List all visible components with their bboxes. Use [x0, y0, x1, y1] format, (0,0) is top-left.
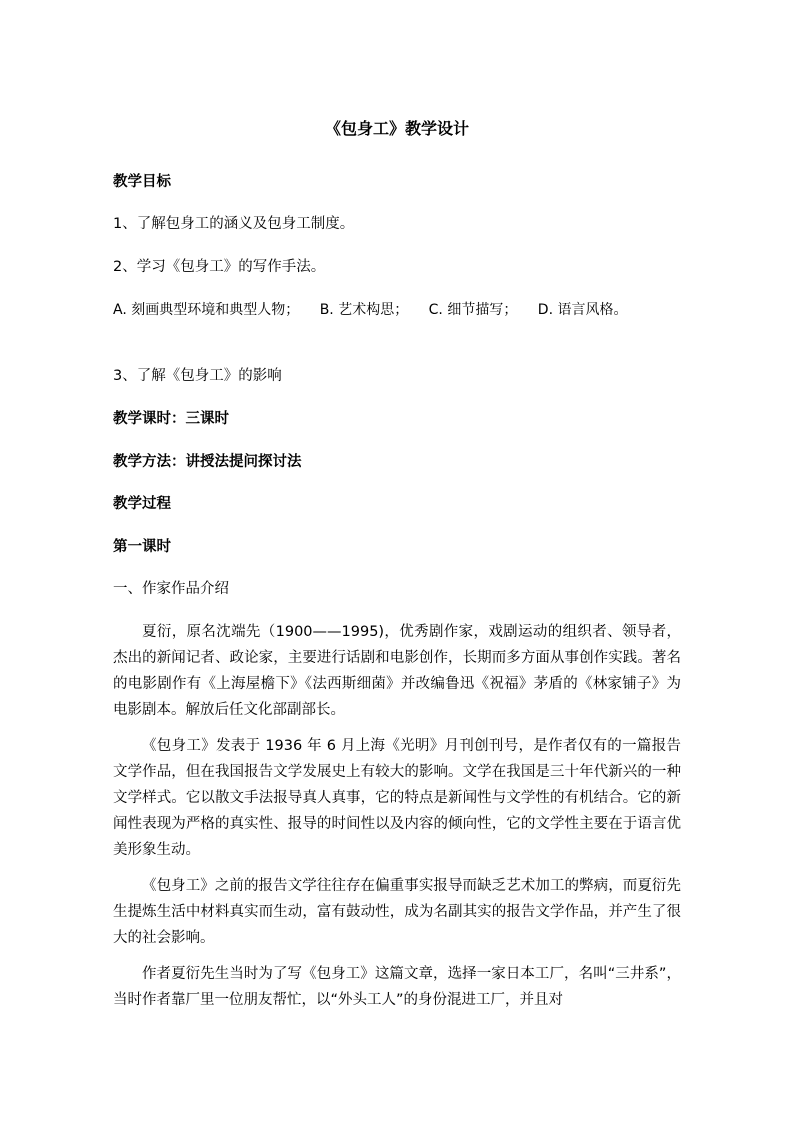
paragraph-author-intro: 夏衍，原名沈端先（1900——1995)，优秀剧作家，戏剧运动的组织者、领导者，杰出的新闻记者、政论家，主要进行话剧和电影创作，长期而多方面从事创作实践。著名的电影剧作有《上海屋檐下》《法西斯细菌》并改编鲁迅《祝福》茅盾的《林家铺子》为电影剧本。解放后任文化部副部长。 [113, 624, 681, 718]
goal-1: 1、了解包身工的涵义及包身工制度。 [113, 216, 355, 232]
technique-options [113, 300, 693, 320]
process-heading: 教学过程 [113, 496, 171, 512]
goal-3: 3、了解《包身工》的影响 [113, 368, 282, 384]
option-b: B. 艺术构思； [319, 302, 409, 318]
option-c: C. 细节描写； [428, 302, 518, 318]
lesson-1-heading: 第一课时 [113, 539, 171, 555]
paragraph-significance: 《包身工》之前的报告文学往往存在偏重事实报导而缺乏艺术加工的弊病，而夏衍先生提炼生活中材料真实而生动，富有鼓动性，成为名副其实的报告文学作品，并产生了很大的社会影响。 [113, 878, 681, 946]
document-title: 《包身工》教学设计 [324, 119, 469, 138]
option-d: D. 语言风格。 [537, 302, 628, 318]
section-1-heading: 一、作家作品介绍 [113, 581, 229, 597]
paragraph-work-intro: 《包身工》发表于 1936 年 6 月上海《光明》月刊创刊号，是作者仅有的一篇报告文学作品，但在我国报告文学发展史上有较大的影响。文学在我国是三十年代新兴的一种文学样式。它以散文手法报导真人真事，它的特点是新闻性与文学性的有机结合。它的新闻性表现为严格的真实性、报导的时间性以及内容的倾向性，它的文学性主要在于语言优美形象生动。 [113, 738, 681, 858]
paragraph-background: 作者夏衍先生当时为了写《包身工》这篇文章，选择一家日本工厂，名叫“三井系”，当时作者靠厂里一位朋友帮忙，以“外头工人”的身份混进工厂，并且对 [113, 966, 681, 1008]
teaching-methods: 教学方法：讲授法提问探讨法 [113, 454, 302, 470]
class-hours: 教学课时：三课时 [113, 411, 229, 427]
goals-heading: 教学目标 [113, 174, 171, 190]
option-a: A. 刻画典型环境和典型人物； [113, 302, 300, 318]
goal-2: 2、学习《包身工》的写作手法。 [113, 259, 326, 275]
